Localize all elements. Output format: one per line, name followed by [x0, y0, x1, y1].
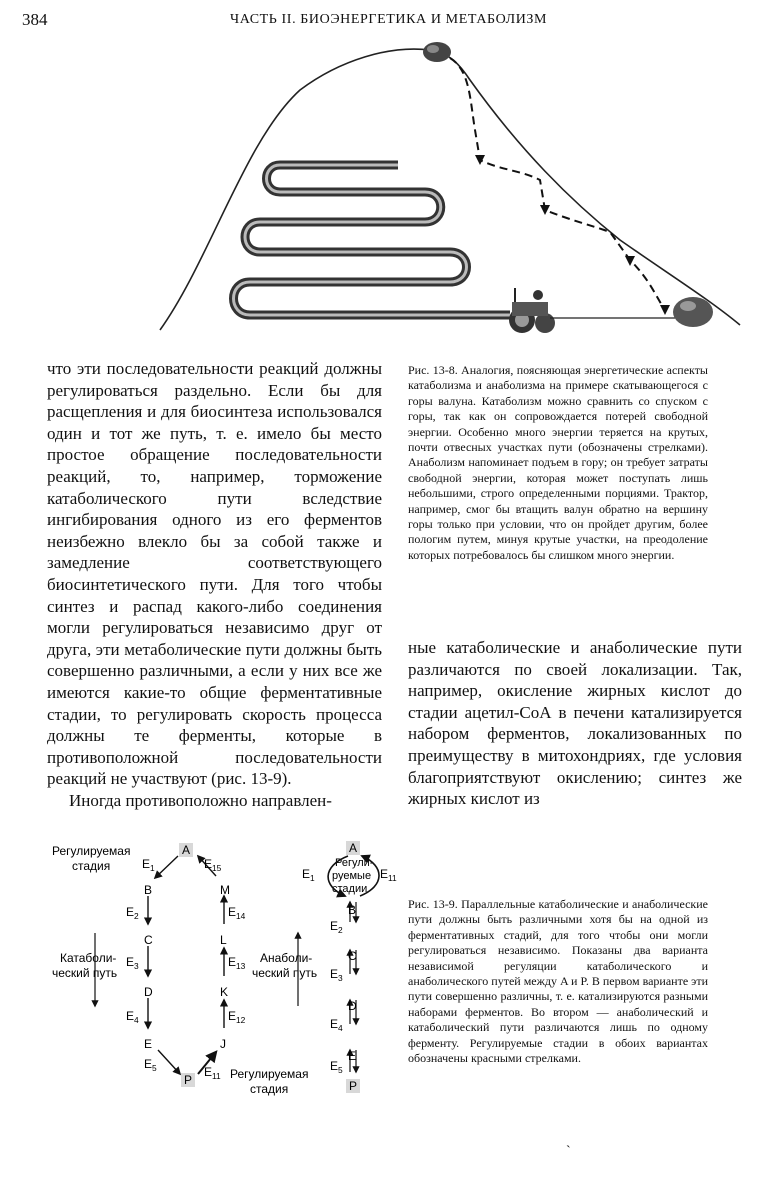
metabolite-v2-b: B	[348, 903, 357, 917]
metabolite-ana-m: M	[220, 883, 230, 897]
label-catabolic: Катаболи-	[60, 951, 117, 965]
label-regulated-top-2: стадия	[72, 859, 111, 873]
left-column	[47, 358, 382, 811]
enzyme-e2: $E_2$	[126, 905, 139, 921]
figure-13-9-diagram	[40, 838, 400, 1098]
metabolite-cat-d: D	[144, 985, 153, 999]
metabolite-cat-b: B	[144, 883, 153, 897]
descent-arrow-3	[625, 256, 635, 266]
label-regulated-right-3: стадии	[332, 883, 368, 895]
boulder-top	[423, 42, 451, 62]
label-regulated-right-2: руемые	[332, 870, 372, 882]
enzyme-v2-e1: $E_1$	[302, 867, 315, 883]
metabolite-v2-e: E	[348, 1049, 357, 1063]
arrow-e-p	[158, 1050, 180, 1074]
enzyme-v2-e2: $E_2$	[330, 919, 343, 935]
metabolite-ana-l: L	[220, 933, 227, 947]
arrow-a-b	[155, 856, 178, 878]
metabolite-ana-j: J	[220, 1037, 226, 1051]
figure-13-9-caption: Рис. 13-9. Параллельные катаболические и анаболические пути должны быть различными хотя бы на одной из ферментативных стадий, для того чтобы они могли регулироваться независимо. Показаны два варианта независимой регуляции катаболического и анаболического путей между A и P. В первом варианте эти пути совершенно различны, т. е. катализируются разными наборами ферментов. Во втором — анаболический и катаболический пути различаются лишь по одному ферменту. Регулируемые стадии в обоих вариантах обозначены красными стрелками.	[408, 897, 708, 1066]
metabolite-v2-d: D	[348, 999, 357, 1013]
metabolite-cat-c: C	[144, 933, 153, 947]
metabolite-cat-p: P	[184, 1073, 193, 1087]
enzyme-e14: $E_{14}$	[228, 905, 246, 921]
metabolite-v2-c: C	[348, 949, 357, 963]
enzyme-v2-e3: $E_3$	[330, 967, 343, 983]
metabolite-ana-k: K	[220, 985, 229, 999]
figure-13-8-illustration	[150, 20, 770, 350]
descent-arrow-4	[660, 305, 670, 315]
enzyme-v2-e4: $E_4$	[330, 1017, 343, 1033]
running-title: ЧАСТЬ II. БИОЭНЕРГЕТИКА И МЕТАБОЛИЗМ	[230, 12, 548, 27]
label-regulated-bottom-2: стадия	[250, 1082, 289, 1096]
enzyme-v2-e5: $E_5$	[330, 1059, 343, 1075]
stray-mark: ˴	[566, 1138, 571, 1153]
enzyme-e13: $E_{13}$	[228, 955, 246, 971]
enzyme-v2-e11: $E_{11}$	[380, 867, 397, 883]
tractor	[509, 288, 555, 333]
body-paragraph-2: Иногда противоположно направлен-	[69, 790, 332, 810]
page-number: 384	[22, 10, 48, 29]
enzyme-e4: $E_4$	[126, 1009, 139, 1025]
metabolite-v2-p: P	[349, 1079, 358, 1093]
descent-arrow-1	[475, 155, 485, 165]
descent-arrow-2	[540, 205, 550, 215]
enzyme-e1: $E_1$	[142, 857, 155, 873]
metabolite-cat-a: A	[182, 843, 191, 857]
enzyme-e5: $E_5$	[144, 1057, 157, 1073]
boulder-bottom	[673, 297, 713, 327]
metabolite-v2-a: A	[349, 841, 358, 855]
figure-13-8-caption: Рис. 13-8. Аналогия, поясняющая энергетические аспекты катаболизма и анаболизма на примере скатывающегося с горы валуна. Катаболизм можно сравнить со спуском с горы, так как он сопровождается потерей свободной энергии. Особенно много энергии теряется на крутых, почти отвесных участках пути (обозначены стрелками). Анаболизм напоминает подъем в гору; он требует затраты свободной энергии, которая может поступать лишь небольшими, строго определенными порциями. Трактор, например, смог бы втащить валун обратно на вершину горы только при условии, что он пройдет другим, более пологим путем, минуя крутые участки, на преодоление которых потребовалось бы слишком много энергии.	[408, 363, 708, 562]
body-paragraph-1: что эти последовательности реакций должны регулироваться раздельно. Если бы для расщепления и для биосинтеза использовался один и тот же путь, т. е. имело бы место простое обращение последовательности реакций, то, например, торможение катаболического пути вследствие ингибирования одного из его ферментов неизбежно влекло бы за собой также и замедление соответствующего биосинтетического пути. Для того чтобы синтез и распад какого-либо соединения могли регулироваться независимо друг от друга, эти метаболические пути должны быть совершенно различными, а если у них все же имеются какие-то общие ферментативные стадии, то регулировать скорость процесса должны те ферменты, которые в противоположной последовательности реакций не участвуют (рис. 13-9).	[47, 359, 382, 789]
label-regulated-right: Регули-	[335, 857, 374, 869]
enzyme-e3: $E_3$	[126, 955, 139, 971]
label-regulated-top: Регулируемая	[52, 844, 131, 858]
enzyme-e15: $E_{15}$	[204, 857, 222, 873]
body-paragraph-continued: ные катаболические и анаболические пути различаются по своей локализации. Так, например, окисление жирных кислот до стадии ацетил-СоА в печени катализируется набором ферментов, локализованных по преимуществу в митохондриях, где условия благоприятствуют окислению; синтез же жирных кислот из	[408, 638, 742, 809]
label-regulated-bottom: Регулируемая	[230, 1067, 309, 1081]
enzyme-e11: $E_{11}$	[204, 1065, 221, 1081]
enzyme-e12: $E_{12}$	[228, 1009, 246, 1025]
label-anabolic-2: ческий путь	[252, 966, 318, 980]
serpentine-road	[234, 165, 511, 315]
metabolite-cat-e: E	[144, 1037, 153, 1051]
label-anabolic: Анаболи-	[260, 951, 313, 965]
label-catabolic-2: ческий путь	[52, 966, 118, 980]
